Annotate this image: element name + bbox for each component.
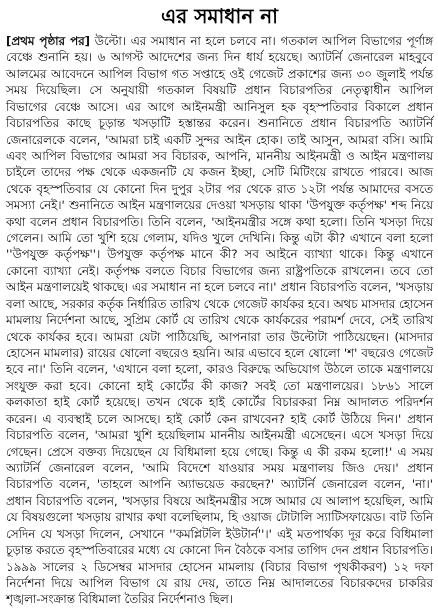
continuation-tag: [প্রথম পৃষ্ঠার পর] xyxy=(6,34,90,48)
headline: এর সমাধান না xyxy=(161,4,278,28)
article-text: উল্টো। এর সমাধান না হলে চলবে না। গতকাল আপিল বিভাগের পূর্ণাঙ্গ বেঞ্চে শুনানি হয়। ৬ আগস্ট আদেশের জন্য দিন ধার্য হয়েছে। অ্যাটর্নি জেনারেল মাহবুবে আলমের আবেদনে আপিল বিভাগ গত সপ্তাহে ওই গেজেট প্রকাশের জন্য ৩০ জুলাই পর্যন্ত সময় দিয়েছিল। সে অনুযায়ী গতকাল বিষয়টি প্রধান বিচারপতির নেতৃত্বাধীন আপিল বিভাগের বেঞ্চে আসে। এর আগে আইনমন্ত্রী আনিসুল হক বৃহস্পতিবার বিকালে প্রধান বিচারপতির কাছে চূড়ান্ত খসড়াটি হস্তান্তর করেন। শুনানিতে প্রধান বিচারপতি অ্যাটর্নি জেনারেলকে বলেন, 'আমরা চাই একটি সুন্দর আইন হোক। তাই আসুন, আমরা বসি। আমি এবং আপিল বিভাগের আমরা সব বিচারক, আপনি, মাননীয় আইনমন্ত্রী ও আইন মন্ত্রণালয় চাইলে তাদের পক্ষ থেকে একজনটি যে কজন ইচ্ছা, সেটি মিটিংয়ে রাখতে পারবে। আজ থেকে বৃহস্পতিবার যে কোনো দিন দুপুর ২টার পর থেকে রাত ১২টা পর্যন্ত আমাদের বসতে সমস্যা নেই।' শুনানিতে আইন মন্ত্রণালয়ের দেওয়া খসড়ায় থাকা 'উপযুক্ত কর্তৃপক্ষ' শব্দ নিয়ে কথা বলেন প্রধান বিচারপতি। তিনি বলেন, 'আইনমন্ত্রীর সঙ্গে কথা হলো। তিনি খসড়া দিয়ে গেলেন। আমি তো খুশি হয়ে গেলাম, যদিও খুলে দেখিনি। কিন্তু এটা কী? এখানে বলা হলো ''উপযুক্ত কর্তৃপক্ষ''। উপযুক্ত কর্তৃপক্ষ মানে কী? সব আইনে ব্যাখ্যা থাকে। কিন্তু এখানে কোনো ব্যাখ্যা নেই। কর্তৃপক্ষ বলতে বিচার বিভাগের জন্য রাষ্ট্রপতিকে রাখলেন। তবে তো আইন মন্ত্রণালয়েই থাকছে। এর সমাধান না হলে চলবে না।' প্রধান বিচারপতি বলেন, 'খসড়ায় বলা আছে, সরকার কর্তৃক নির্ধারিত তারিখ থেকে গেজেট কার্যকর হবে। অথচ মাসদার হোসেন মামলায় নির্দেশনা আছে, সুপ্রিম কোর্ট যে তারিখ থেকে কার্যকরের পরামর্শ দেবে, সেই তারিখ থেকে কার্যকর হবে। আমরা যেটা পাঠিয়েছি, আপনারা তার উল্টোটা পাঠিয়েছেন। (মাসদার হোসেন মামলার) রায়ের ষোলো বছরেও হয়নি। আর এভাবে হলে ষোলো 'শ' বছরেও গেজেট হবে না।' তিনি বলেন, 'এখানে বলা হলো, কারও বিরুদ্ধে অভিযোগ উঠলে তাকে মন্ত্রণালয়ে সংযুক্ত করা হবে। কোনো হাই কোর্টের কী কাজ? সবই তো মন্ত্রণালয়ের। ১৮৬১ সালে কলকাতা হাই কোর্ট হয়েছে। তখন থেকে হাই কোর্টের বিচারকরা নিম্ন আদালত পরিদর্শন করেন। এ ব্যবস্থাই চলে আসছে। হাই কোর্ট কেন রাখবেন? হাই কোর্ট উঠিয়ে দিন।' প্রধান বিচারপতি বলেন, 'আমরা খুশি হয়েছিলাম মাননীয় আইনমন্ত্রী এসেছেন। এসে খসড়া দিয়ে গেছেন। প্রেসে বক্তব্য দিয়েছেন যে বিধিমালা হয়ে গেছে। কিন্তু এ কী রকম হলো!' এ সময় অ্যাটর্নি জেনারেল বলেন, 'আমি বিদেশে যাওয়ার সময় মন্ত্রণালয় জিও দেয়।' প্রধান বিচারপতি বলেন, 'তাহলে আপনি অ্যাভয়েড করছেন?' অ্যাটর্নি জেনারেল বলেন, 'না।' প্রধান বিচারপতি বলেন, 'খসড়ার বিষয়ে আইনমন্ত্রীর সঙ্গে আমার যে আলাপ হয়েছিল, আমি যে বিষয়গুলো খসড়ায় রাখার কথা বলেছিলাম, হি ওয়াজ টোটালি স্যাটিসফায়েড। বাট তিনি সেদিন যে খসড়া দিলেন, সেখানে ''কমপ্লিটলি ইউটার্ন''।' এই মতপার্থক্য দূর করে বিধিমালা চূড়ান্ত করতে বৃহস্পতিবারের মধ্যে যে কোনো দিন বৈঠকে বসার তাগিদ দেন প্রধান বিচারপতি। ১৯৯৯ সালের ২ ডিসেম্বর মাসদার হোসেন মামলায় (বিচার বিভাগ পৃথকীকরণ) ১২ দফা নির্দেশনা দিয়ে আপিল বিভাগ যে রায় দেয়, তাতে নিম্ন আদালতের বিচারকদের চাকরির শৃঙ্খলা-সংক্রান্ত বিধিমালা তৈরির নির্দেশনাও ছিল। xyxy=(6,34,434,607)
article-body xyxy=(6,33,433,608)
